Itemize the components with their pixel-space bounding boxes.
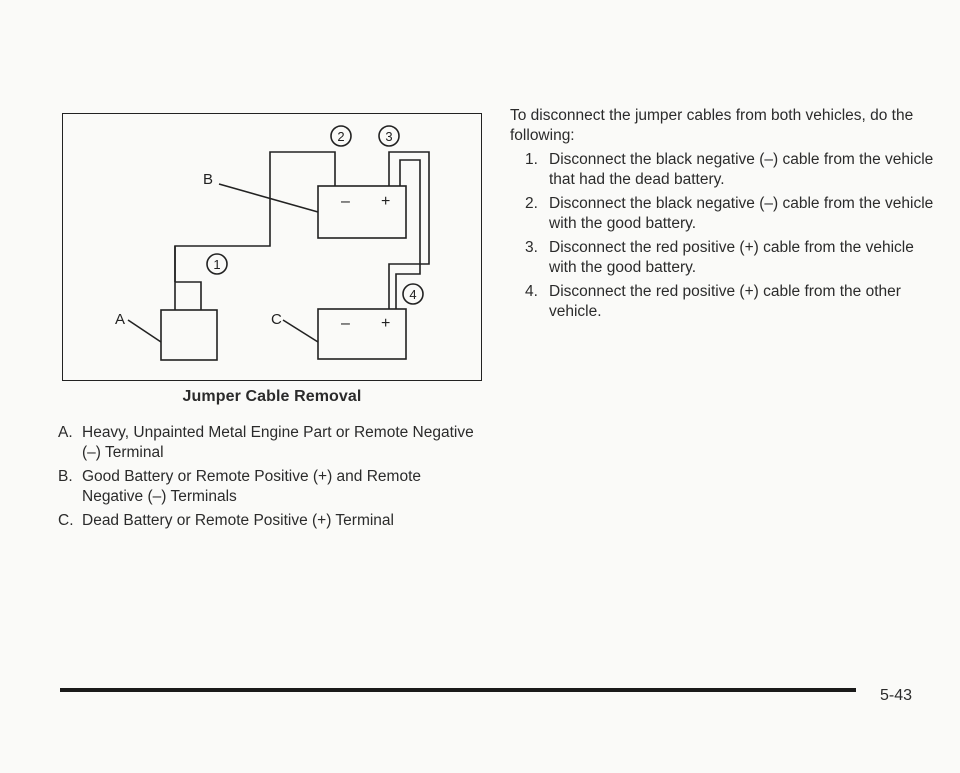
diagram-drawing	[63, 114, 483, 382]
good-negative-sign: –	[341, 193, 350, 210]
step-text: Disconnect the red positive (+) cable from the other vehicle.	[549, 283, 901, 320]
step-number: 3.	[525, 239, 538, 256]
step-1	[510, 150, 940, 190]
label-a-leader	[128, 320, 161, 342]
good-positive-sign: +	[381, 193, 391, 210]
svg-text:2: 2	[337, 129, 345, 144]
engine-part	[161, 310, 217, 360]
callout-2	[331, 126, 351, 146]
step-number: 1.	[525, 151, 538, 168]
svg-text:1: 1	[213, 257, 221, 272]
label-c-leader	[283, 320, 318, 342]
label-b: B	[203, 171, 214, 188]
label-b-leader	[219, 184, 318, 212]
dead-positive-sign: +	[381, 315, 391, 332]
legend-item-a	[58, 423, 478, 463]
label-a: A	[115, 311, 126, 328]
instructions-intro: To disconnect the jumper cables from both vehicles, do the following:	[510, 107, 914, 144]
step-text: Disconnect the black negative (–) cable from the vehicle with the good battery.	[549, 195, 934, 232]
legend-item-c	[58, 511, 478, 531]
legend-text: Good Battery or Remote Positive (+) and Remote Negative (–) Terminals	[82, 468, 422, 505]
callout-1	[207, 254, 227, 274]
instructions	[510, 106, 940, 326]
legend-letter: B.	[58, 468, 73, 485]
step-3	[510, 238, 940, 278]
legend-letter: C.	[58, 512, 74, 529]
jumper-cable-diagram	[62, 113, 482, 381]
svg-text:3: 3	[385, 129, 393, 144]
page-number: 5-43	[880, 687, 913, 704]
step-4	[510, 282, 940, 322]
legend-item-b	[58, 467, 478, 507]
figure-caption: Jumper Cable Removal	[182, 388, 362, 405]
step-text: Disconnect the red positive (+) cable from the vehicle with the good battery.	[549, 239, 914, 276]
label-c: C	[271, 311, 282, 328]
negative-cable	[175, 152, 335, 310]
step-number: 4.	[525, 283, 538, 300]
dead-negative-sign: –	[341, 315, 350, 332]
step-2	[510, 194, 940, 234]
legend-text: Heavy, Unpainted Metal Engine Part or Remote Negative (–) Terminal	[82, 424, 474, 461]
legend-text: Dead Battery or Remote Positive (+) Terminal	[82, 512, 394, 529]
callout-4	[403, 284, 423, 304]
instruction-steps	[510, 150, 940, 322]
callout-3	[379, 126, 399, 146]
step-number: 2.	[525, 195, 538, 212]
negative-cable-inner	[193, 282, 201, 310]
legend-letter: A.	[58, 424, 73, 441]
step-text: Disconnect the black negative (–) cable from the vehicle that had the dead battery.	[549, 151, 934, 188]
dead-battery	[318, 309, 406, 359]
good-battery	[318, 186, 406, 238]
footer-rule	[60, 688, 856, 692]
svg-text:4: 4	[409, 287, 417, 302]
figure-legend	[58, 423, 478, 535]
